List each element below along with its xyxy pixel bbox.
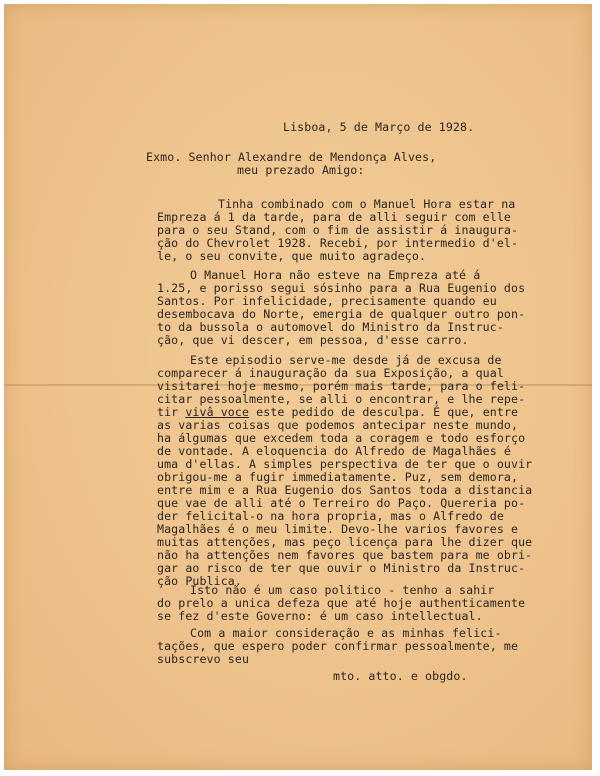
paragraph-3-line: visitarei hoje mesmo, porém mais tarde, para o feli-	[157, 379, 526, 393]
paragraph-2-line: desembocava do Norte, emergia de qualquer outro pon-	[157, 307, 526, 321]
paragraph-3-line: as varias coisas que podemos antecipar neste mundo,	[157, 418, 519, 432]
paragraph-2-line: 1.25, e porisso segui sósinho para a Rua Eugenio dos	[157, 281, 526, 295]
line-suffix: este pedido de desculpa. É que, entre	[249, 405, 519, 419]
salutation-line-1: Exmo. Senhor Alexandre de Mendonça Alves,	[146, 150, 437, 164]
paragraph-5-line: subscrevo seu	[157, 652, 250, 666]
paragraph-1-line: Tinha combinado com o Manuel Hora estar na	[218, 197, 516, 211]
line-prefix: tir	[157, 405, 186, 419]
place-date: Lisboa, 5 de Março de 1928.	[283, 120, 475, 134]
paragraph-3-line: Este episodio serve-me desde já de excusa de	[190, 353, 502, 367]
paragraph-5-line: Com a maior consideração e as minhas felici-	[190, 626, 502, 640]
paragraph-3-line: Magalhães é o meu limite. Devo-lhe varios favores e	[157, 522, 519, 536]
paragraph-3-line: uma d'ellas. A simples perspectiva de ter que o ouvir	[157, 457, 533, 471]
paragraph-2-line: O Manuel Hora não esteve na Empreza até á	[190, 268, 481, 282]
underlined-phrase: vivâ voce	[185, 405, 250, 419]
paragraph-3-line: der felicital-o na hora propria, mas o Alfredo de	[157, 509, 504, 523]
paragraph-3-line: muitas attenções, mas peço licença para lhe dizer que	[157, 535, 533, 549]
paragraph-2-line: Santos. Por infelicidade, precisamente quando eu	[157, 294, 497, 308]
paragraph-3-line: não ha attenções nem favores que bastem para me obri-	[157, 548, 533, 562]
paragraph-1-line: Empreza á 1 da tarde, para de alli seguir com elle	[157, 210, 512, 224]
salutation-line-2: meu prezado Amigo:	[237, 163, 365, 177]
paragraph-4-line: se fez d'este Governo: é um caso intellectual.	[157, 609, 483, 623]
paragraph-4-line: do prelo a unica defeza que até hoje authenticamente	[157, 596, 526, 610]
paragraph-1-line: para o seu Stand, com o fim de assistir á inaugura-	[157, 223, 519, 237]
closing: mto. atto. e obgdo.	[333, 669, 468, 683]
paragraph-3-line: ha álgumas que excedem toda a coragem e todo esforço	[157, 431, 526, 445]
paragraph-2-line: to da bussola o automovel do Ministro da Instruc-	[157, 320, 504, 334]
paragraph-3-line: entre mim e a Rua Eugenio dos Santos toda a distancia	[157, 483, 533, 497]
paragraph-3-line: comparecer á inauguração da sua Exposição, a qual	[157, 366, 504, 380]
paragraph-4-line: Isto não é um caso politico - tenho a sahir	[190, 583, 495, 597]
paragraph-3-line: obrigou-me a fugir immediatamente. Puz, sem demora,	[157, 470, 519, 484]
paragraph-3-line: que vae de alli até o Terreiro do Paço. Quereria po-	[157, 496, 526, 510]
paragraph-3-line: de vontade. A eloquencia do Alfredo de Magalhães é	[157, 444, 512, 458]
paragraph-3-line: gar ao risco de ter que ouvir o Ministro da Instruc-	[157, 561, 526, 575]
paragraph-3-line: ção Publica.	[157, 574, 242, 588]
paragraph-1-line: le, o seu convite, que muito agradeço.	[157, 249, 427, 263]
paragraph-2-line: ção, que vi descer, em pessoa, d'esse carro.	[157, 333, 469, 347]
paragraph-3-line: citar pessoalmente, se alli o encontrar, e lhe repe-	[157, 392, 526, 406]
paragraph-5-line: tações, que espero poder confirmar pessoalmente, me	[157, 639, 519, 653]
paragraph-1-line: ção do Chevrolet 1928. Recebi, por intermedio d'el-	[157, 236, 519, 250]
